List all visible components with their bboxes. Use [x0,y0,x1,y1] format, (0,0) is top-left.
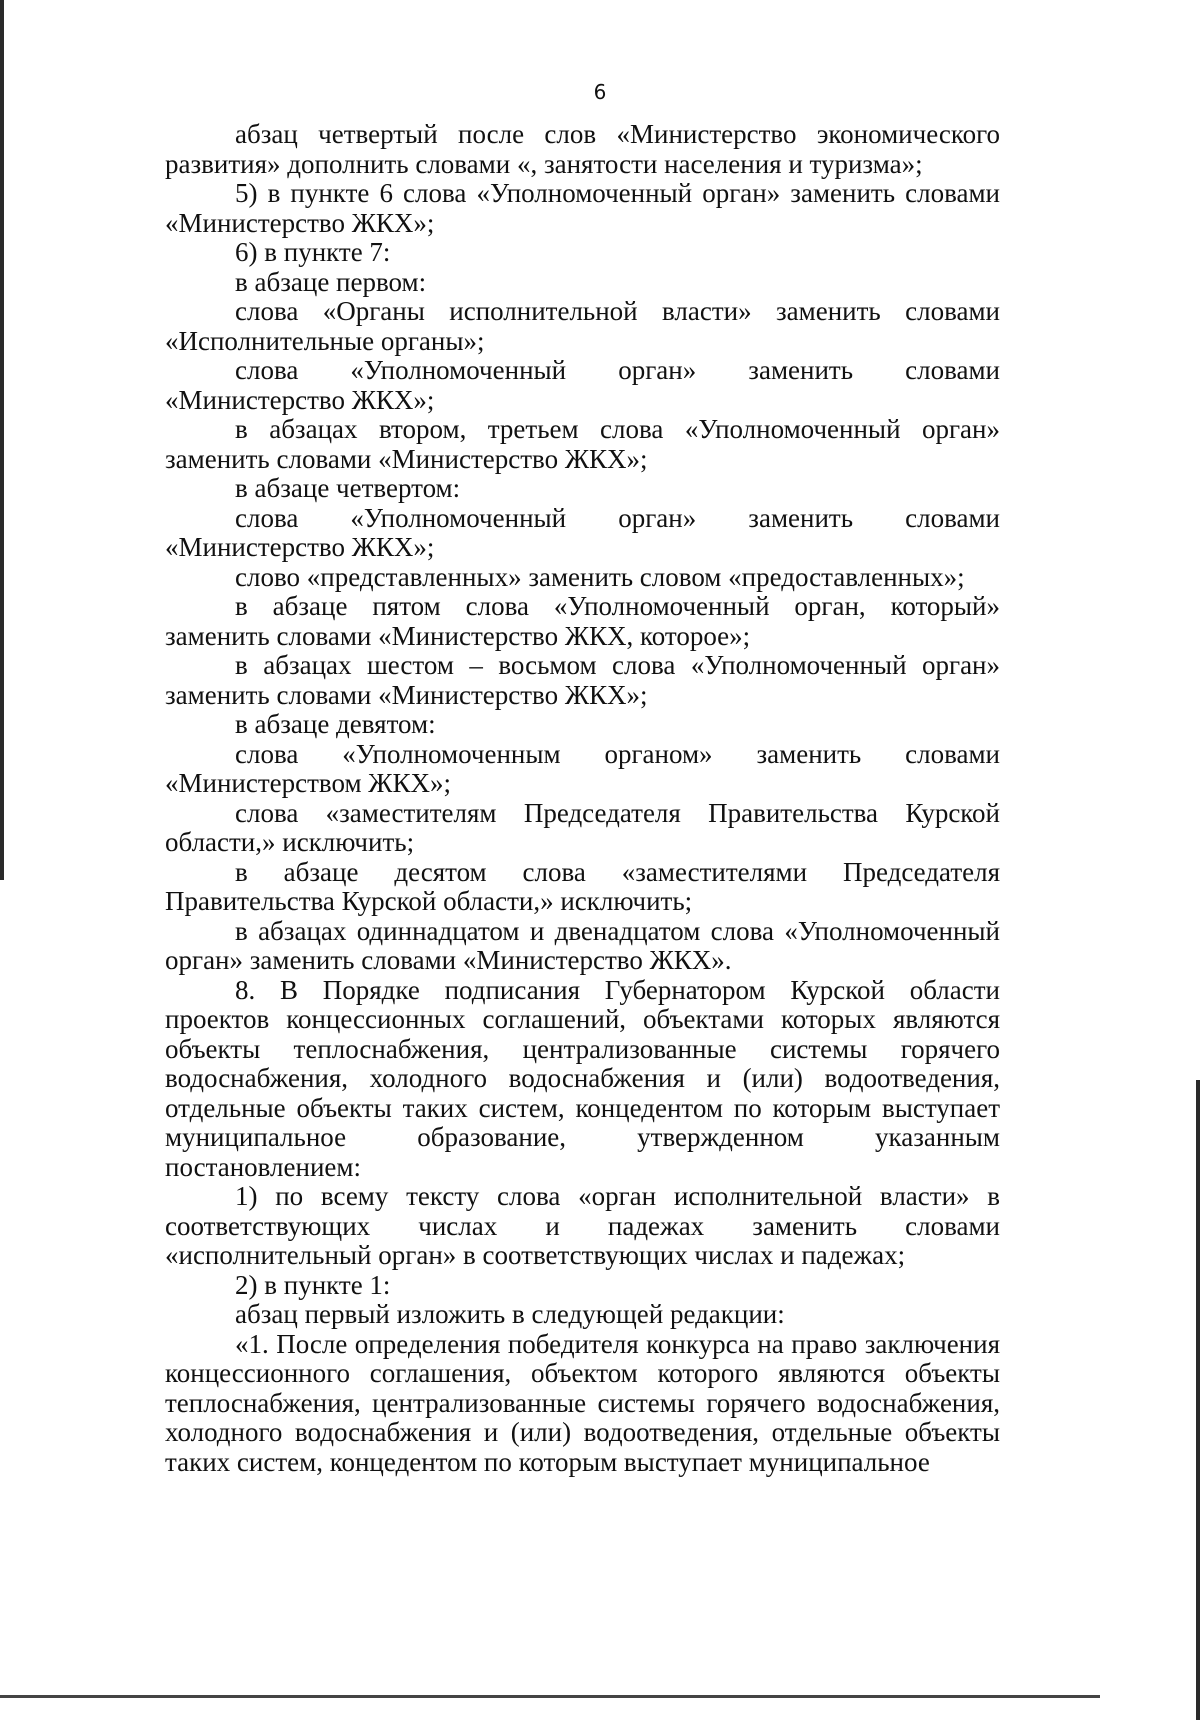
paragraph: в абзацах втором, третьем слова «Уполномоченный орган» заменить словами «Министерство ЖКХ»; [165,414,1000,474]
paragraph: слова «Уполномоченным органом» заменить словами «Министерством ЖКХ»; [165,738,1000,798]
paragraph: 8. В Порядке подписания Губернатором Курской области проектов концессионных соглашений, объектами которых являются объекты теплоснабжения, централизованные системы горячего водоснабжения, холодного водоснабжения и (или) водоотведения, отдельные объекты таких систем, концедентом по которым выступает муниципальное образование, утвержденном указанным постановлением: [165,974,1000,1182]
page-number: 6 [593,80,607,104]
paragraph: слова «заместителям Председателя Правительства Курской области,» исключить; [165,797,1000,857]
paragraph: слова «Уполномоченный орган» заменить словами «Министерство ЖКХ»; [165,502,1000,562]
scan-left-edge [0,0,4,880]
paragraph: слово «представленных» заменить словом «предоставленных»; [235,561,965,592]
paragraph: 5) в пункте 6 слова «Уполномоченный орган» заменить словами «Министерство ЖКХ»; [165,178,1000,238]
paragraph: в абзацах одиннадцатом и двенадцатом слова «Уполномоченный орган» заменить словами «Министерство ЖКХ». [165,915,1000,975]
scan-bottom-edge [0,1695,1100,1698]
paragraph: в абзацах шестом – восьмом слова «Уполномоченный орган» заменить словами «Министерство ЖКХ»; [165,650,1000,710]
document-body [165,120,1000,1477]
paragraph: в абзаце четвертом: [235,473,461,503]
paragraph: 2) в пункте 1: [235,1269,391,1300]
paragraph: 6) в пункте 7: [235,237,391,267]
paragraph: абзац первый изложить в следующей редакции: [235,1299,785,1329]
paragraph: в абзаце десятом слова «заместителями Председателя Правительства Курской области,» исключить; [165,856,1000,916]
paragraph: слова «Уполномоченный орган» заменить словами «Министерство ЖКХ»; [165,355,1000,415]
paragraph: в абзаце первом: [235,266,427,297]
paragraph: абзац четвертый после слов «Министерство экономического развития» дополнить словами «, занятости населения и туризма»; [165,119,1000,179]
paragraph: 1) по всему тексту слова «орган исполнительной власти» в соответствующих числах и падежах заменить словами «исполнительный орган» в соответствующих числах и падежах; [165,1181,1000,1270]
paragraph: «1. После определения победителя конкурса на право заключения концессионного соглашения, объектом которого являются объекты теплоснабжения, централизованные системы горячего водоснабжения, холодного водоснабжения и (или) водоотведения, отдельные объекты таких систем, концедентом по которым выступает муниципальное [165,1328,1000,1477]
scan-right-edge [1196,1080,1200,1720]
paragraph: слова «Органы исполнительной власти» заменить словами «Исполнительные органы»; [165,296,1000,356]
paragraph: в абзаце девятом: [235,709,436,739]
paragraph: в абзаце пятом слова «Уполномоченный орган, который» заменить словами «Министерство ЖКХ, которое»; [165,591,1000,651]
